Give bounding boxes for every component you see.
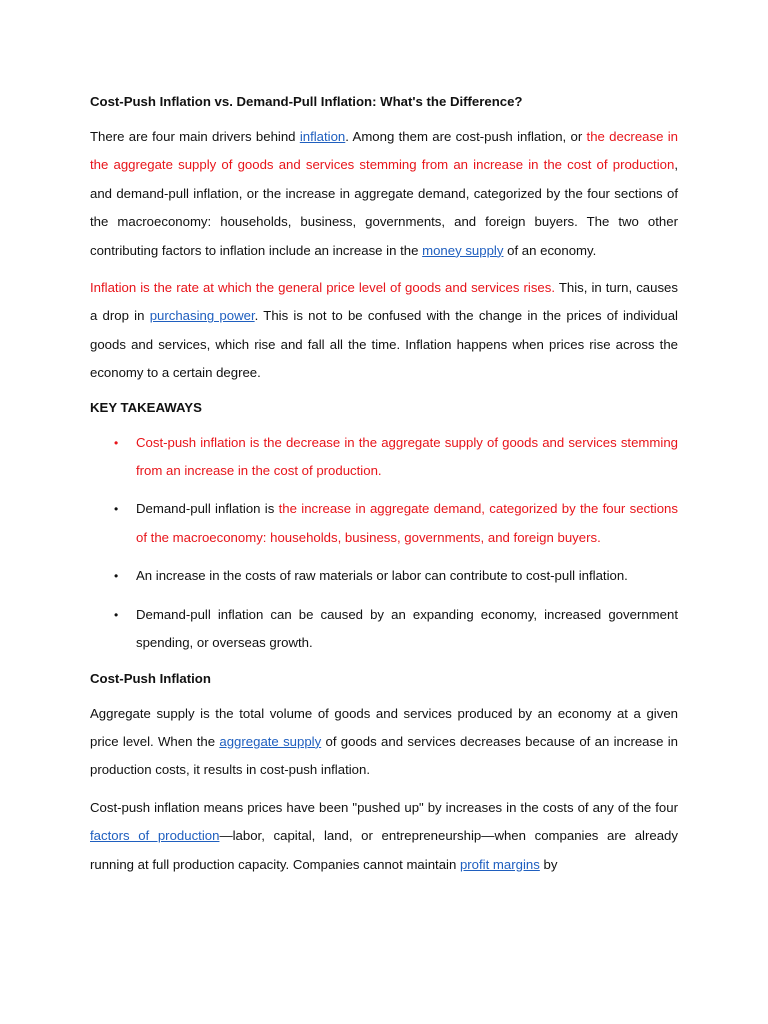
inflation-definition-highlight: Inflation is the rate at which the general price level of goods and services rises.: [90, 280, 556, 296]
supply-text-1: Aggregate supply is the total volume of goods and services produced by an economy at a given price level. When the: [90, 705, 678, 749]
bullet-icon: •: [114, 435, 119, 450]
cost-push-text-1: Cost-push inflation means prices have been "pushed up" by increases in the costs of any of the four: [90, 799, 678, 815]
list-item: [90, 562, 678, 590]
inflation-text-1: This, in turn, causes a drop in: [90, 280, 678, 324]
intro-text-2: . Among them are cost-push inflation, or: [345, 129, 587, 144]
list-item: [90, 601, 678, 658]
cost-push-text-2: —labor, capital, land, or entrepreneurship—when companies are already running at full production capacity. Companies cannot maintain: [90, 828, 678, 872]
inflation-definition-paragraph: [90, 274, 678, 388]
inflation-link[interactable]: inflation: [299, 129, 346, 144]
document-title: Cost-Push Inflation vs. Demand-Pull Inflation: What's the Difference?: [90, 94, 523, 109]
takeaway-3-text: An increase in the costs of raw materials or labor can contribute to cost-pull inflation.: [136, 568, 628, 584]
cost-push-explanation-paragraph: [90, 794, 678, 879]
money-supply-link[interactable]: money supply: [422, 242, 504, 258]
profit-margins-link[interactable]: profit margins: [459, 856, 540, 872]
key-takeaways-list: [90, 429, 678, 658]
intro-text-1: There are four main drivers behind: [90, 129, 300, 144]
bullet-icon: •: [114, 502, 119, 517]
list-item: [90, 429, 678, 486]
takeaway-2-highlight: the increase in aggregate demand, categorized by the four sections of the macroeconomy: households, business, governments, and foreign buyers.: [136, 501, 678, 545]
inflation-text-2: . This is not to be confused with the change in the prices of individual goods and services, which rise and fall all the time. Inflation happens when prices rise across the economy to a certain degree.: [90, 308, 678, 381]
intro-text-3: , and demand-pull inflation, or the increase in aggregate demand, categorized by the four sections of the macroeconomy: households, business, governments, and foreign buyers. The two other contributing factors to inflation include an increase in the: [90, 157, 678, 258]
document-page: [90, 91, 678, 888]
intro-text-4: of an economy.: [503, 242, 597, 258]
takeaway-2-text: Demand-pull inflation is: [136, 501, 279, 517]
aggregate-supply-paragraph: [90, 700, 678, 785]
cost-push-heading: Cost-Push Inflation: [90, 670, 211, 686]
intro-paragraph: [90, 123, 678, 265]
list-item: [90, 495, 678, 552]
supply-text-2: of goods and services decreases because of an increase in production costs, it results in cost-push inflation.: [90, 733, 679, 778]
purchasing-power-link[interactable]: purchasing power: [149, 308, 255, 324]
cost-push-definition-highlight: the decrease in the aggregate supply of goods and services stemming from an increase in the cost of production: [90, 129, 678, 173]
takeaway-1-highlight: Cost-push inflation is the decrease in the aggregate supply of goods and services stemming from an increase in the cost of production.: [136, 434, 678, 479]
aggregate-supply-link[interactable]: aggregate supply: [219, 733, 322, 749]
takeaway-4-text: Demand-pull inflation can be caused by an expanding economy, increased government spending, or overseas growth.: [136, 606, 678, 651]
key-takeaways-heading: KEY TAKEAWAYS: [90, 399, 202, 415]
bullet-icon: •: [114, 607, 119, 622]
factors-of-production-link[interactable]: factors of production: [90, 828, 220, 844]
cost-push-text-3: by: [539, 856, 558, 872]
bullet-icon: •: [114, 569, 119, 584]
